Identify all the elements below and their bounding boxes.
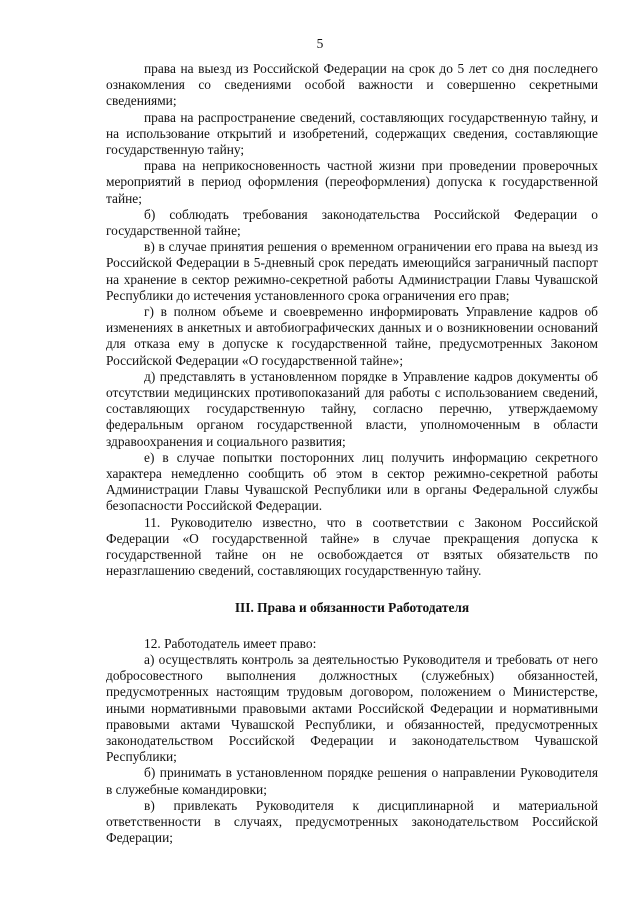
paragraph-employer-item-b: б) принимать в установленном порядке решения о направлении Руководителя в служебные командировки;	[106, 765, 598, 797]
document-body	[106, 61, 598, 846]
paragraph-item-g: г) в полном объеме и своевременно информировать Управление кадров об изменениях в анкетных и автобиографических данных и о возникновении оснований для отказа ему в допуске к государственной тайне, предусмотренных Законом Российской Федерации «О государственной тайне»;	[106, 304, 598, 368]
paragraph-privacy-right: права на неприкосновенность частной жизни при проведении проверочных мероприятий в период оформления (переоформления) допуска к государственной тайне;	[106, 158, 598, 206]
paragraph-employer-item-a: а) осуществлять контроль за деятельностью Руководителя и требовать от него добросовестного выполнения должностных (служебных) обязанностей, предусмотренных настоящим трудовым договором, положением о Министерстве, иными нормативными правовыми актами Российской Федерации и нормативными правовыми актами Чувашской Республики, и обязанностей, предусмотренных законодательством Российской Федерации и законодательством Чувашской Республики;	[106, 651, 598, 765]
paragraph-item-v: в) в случае принятия решения о временном ограничении его права на выезд из Российской Федерации в 5-дневный срок передать имеющийся заграничный паспорт на хранение в сектор режимно-секретной работы Администрации Главы Чувашской Республики до истечения установленного срока ограничения его прав;	[106, 239, 598, 303]
paragraph-item-d: д) представлять в установленном порядке в Управление кадров документы об отсутствии медицинских противопоказаний для работы с использованием сведений, составляющих государственную тайну, согласно перечню, утверждаемому федеральным органом государственной власти, уполномоченным в области здравоохранения и социального развития;	[106, 368, 598, 449]
paragraph-item-b: б) соблюдать требования законодательства Российской Федерации о государственной тайне;	[106, 206, 598, 239]
paragraph-clause-12: 12. Работодатель имеет право:	[144, 635, 317, 651]
paragraph-clause-11: 11. Руководителю известно, что в соответствии с Законом Российской Федерации «О государственной тайне» в случае прекращения допуска к государственной тайне он не освобождается от взятых обязательств по неразглашению сведений, составляющих государственную тайну.	[106, 514, 598, 579]
paragraph-exit-right: права на выезд из Российской Федерации на срок до 5 лет со дня последнего ознакомления со сведениями особой важности и совершенно секретными сведениями;	[106, 61, 598, 109]
paragraph-employer-item-v: в) привлекать Руководителя к дисциплинарной и материальной ответственности в случаях, предусмотренных законодательством Российской Федерации;	[106, 797, 598, 846]
paragraph-item-e: е) в случае попытки посторонних лиц получить информацию секретного характера немедленно сообщить об этом в сектор режимно-секретной работы Администрации Главы Чувашской Республики или в органы Федеральной службы безопасности Российской Федерации.	[106, 449, 598, 514]
section-title: III. Права и обязанности Работодателя	[234, 599, 470, 615]
page-number: 5	[316, 36, 324, 51]
paragraph-dissemination-right: права на распространение сведений, составляющих государственную тайну, и на использование открытий и изобретений, содержащих сведения, составляющие государственную тайну;	[106, 109, 598, 158]
